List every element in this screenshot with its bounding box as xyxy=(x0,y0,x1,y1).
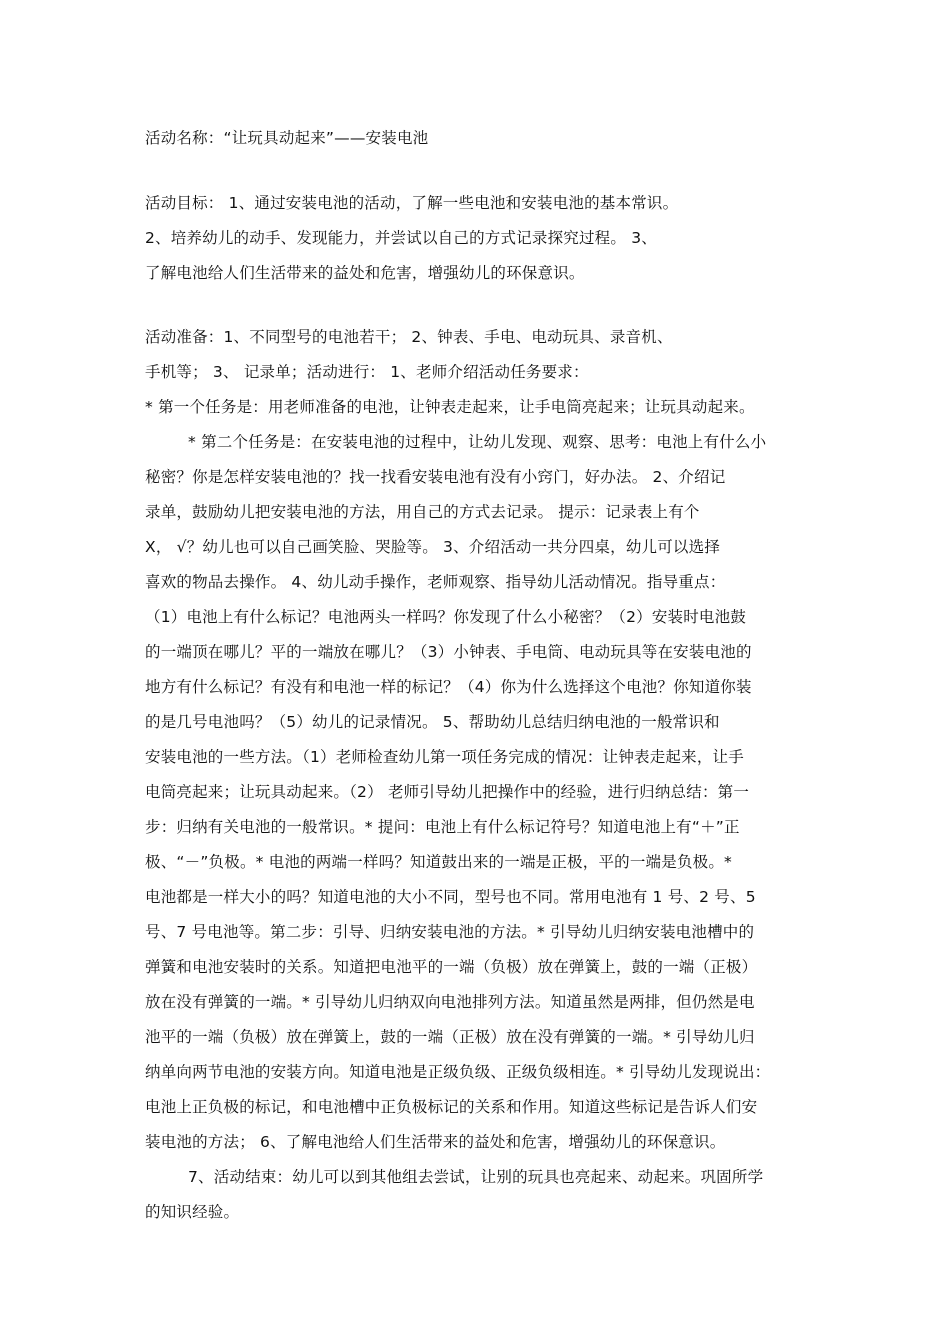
body-line-6: 的一端顶在哪儿？平的一端放在哪儿？（3）小钟表、手电筒、电动玩具等在安装电池的 xyxy=(145,643,752,661)
activity-title: 活动名称：“让玩具动起来”——安装电池 xyxy=(145,129,429,147)
task-line-2: * 第二个任务是：在安装电池的过程中，让幼儿发现、观察、思考：电池上有什么小 xyxy=(188,433,767,451)
goal-line-2: 2、培养幼儿的动手、发现能力，并尝试以自己的方式记录探究过程。 3、 xyxy=(145,229,657,247)
prep-line-2: 手机等； 3、 记录单；活动进行： 1、老师介绍活动任务要求： xyxy=(145,363,589,381)
body-line-12: 极、“－”负极。* 电池的两端一样吗？知道鼓出来的一端是正极，平的一端是负极。* xyxy=(145,853,732,871)
ending-line-1: 7、活动结束：幼儿可以到其他组去尝试，让别的玩具也亮起来、动起来。巩固所学 xyxy=(188,1168,764,1186)
body-line-8: 的是几号电池吗？（5）幼儿的记录情况。 5、帮助幼儿总结归纳电池的一般常识和 xyxy=(145,713,720,731)
body-line-7: 地方有什么标记？有没有和电池一样的标记？（4）你为什么选择这个电池？你知道你装 xyxy=(145,678,752,696)
body-line-9: 安装电池的一些方法。（1）老师检查幼儿第一项任务完成的情况：让钟表走起来，让手 xyxy=(145,748,744,766)
body-line-20: 装电池的方法； 6、了解电池给人们生活带来的益处和危害，增强幼儿的环保意识。 xyxy=(145,1133,726,1151)
prep-line-1: 活动准备：1、不同型号的电池若干； 2、钟表、手电、电动玩具、录音机、 xyxy=(145,328,673,346)
body-line-5: （1）电池上有什么标记？电池两头一样吗？你发现了什么小秘密？（2）安装时电池鼓 xyxy=(145,608,747,626)
body-line-18: 纳单向两节电池的安装方向。知道电池是正级负级、正级负级相连。* 引导幼儿发现说出： xyxy=(145,1063,771,1081)
goal-line-1: 活动目标： 1、通过安装电池的活动，了解一些电池和安装电池的基本常识。 xyxy=(145,194,679,212)
body-line-4: 喜欢的物品去操作。 4、幼儿动手操作，老师观察、指导幼儿活动情况。指导重点： xyxy=(145,573,726,591)
goal-line-3: 了解电池给人们生活带来的益处和危害，增强幼儿的环保意识。 xyxy=(145,264,585,282)
ending-line-2: 的知识经验。 xyxy=(145,1203,240,1221)
task-line-1: * 第一个任务是：用老师准备的电池，让钟表走起来，让手电筒亮起来；让玩具动起来。 xyxy=(145,398,755,416)
body-line-2: 录单，鼓励幼儿把安装电池的方法，用自己的方式去记录。 提示：记录表上有个 xyxy=(145,503,700,521)
body-line-1: 秘密？你是怎样安装电池的？找一找看安装电池有没有小窍门，好办法。 2、介绍记 xyxy=(145,468,726,486)
body-line-3: X， √？幼儿也可以自己画笑脸、哭脸等。 3、介绍活动一共分四桌，幼儿可以选择 xyxy=(145,538,721,556)
body-line-11: 步：归纳有关电池的一般常识。* 提问：电池上有什么标记符号？知道电池上有“＋”正 xyxy=(145,818,740,836)
body-line-19: 电池上正负极的标记，和电池槽中正负极标记的关系和作用。知道这些标记是告诉人们安 xyxy=(145,1098,758,1116)
body-line-14: 号、7 号电池等。第二步：引导、归纳安装电池的方法。* 引导幼儿归纳安装电池槽中的 xyxy=(145,923,755,941)
body-line-16: 放在没有弹簧的一端。* 引导幼儿归纳双向电池排列方法。知道虽然是两排，但仍然是电 xyxy=(145,993,755,1011)
body-line-17: 池平的一端（负极）放在弹簧上，鼓的一端（正极）放在没有弹簧的一端。* 引导幼儿归 xyxy=(145,1028,755,1046)
body-line-15: 弹簧和电池安装时的关系。知道把电池平的一端（负极）放在弹簧上，鼓的一端（正极） xyxy=(145,958,758,976)
body-line-10: 电筒亮起来；让玩具动起来。（2） 老师引导幼儿把操作中的经验，进行归纳总结：第一 xyxy=(145,783,750,801)
body-line-13: 电池都是一样大小的吗？知道电池的大小不同，型号也不同。常用电池有 1 号、2 号、5 xyxy=(145,888,756,906)
